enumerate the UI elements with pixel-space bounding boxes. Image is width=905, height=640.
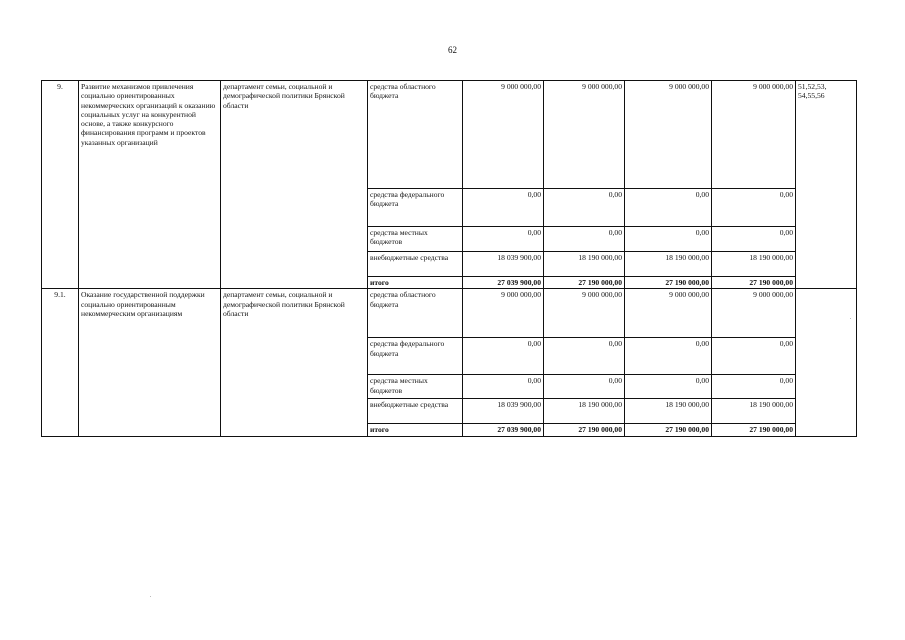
item-number: 9.	[42, 81, 79, 289]
amount-cell: 27 190 000,00	[544, 277, 625, 289]
amount-cell: 0,00	[712, 227, 796, 252]
amount-cell: 0,00	[625, 338, 712, 375]
funding-source: средства областного бюджета	[368, 289, 463, 338]
funding-source: средства федерального бюджета	[368, 338, 463, 375]
page-number: 62	[448, 45, 457, 55]
measure-name: Оказание государственной поддержки социально ориентированным некоммерческим организациям	[79, 289, 221, 436]
budget-table	[41, 80, 857, 437]
indicator-reference: 51,52,53, 54,55,56	[796, 81, 857, 289]
amount-cell: 9 000 000,00	[712, 289, 796, 338]
amount-cell: 0,00	[544, 375, 625, 399]
amount-cell: 9 000 000,00	[712, 81, 796, 189]
amount-cell: 0,00	[544, 189, 625, 227]
table-row	[42, 81, 857, 189]
amount-cell: 27 190 000,00	[625, 424, 712, 436]
indicator-reference	[796, 289, 857, 436]
funding-source: итого	[368, 424, 463, 436]
funding-source: итого	[368, 277, 463, 289]
amount-cell: 18 190 000,00	[712, 252, 796, 277]
amount-cell: 9 000 000,00	[544, 81, 625, 189]
funding-source: средства областного бюджета	[368, 81, 463, 189]
table-row	[42, 289, 857, 338]
amount-cell: 27 039 900,00	[463, 277, 544, 289]
amount-cell: 0,00	[463, 375, 544, 399]
amount-cell: 27 190 000,00	[712, 277, 796, 289]
amount-cell: 0,00	[625, 189, 712, 227]
amount-cell: 18 190 000,00	[625, 399, 712, 424]
amount-cell: 18 190 000,00	[544, 399, 625, 424]
executor: департамент семьи, социальной и демографической политики Брянской области	[221, 81, 368, 289]
amount-cell: 18 190 000,00	[625, 252, 712, 277]
amount-cell: 0,00	[625, 227, 712, 252]
amount-cell: 18 039 900,00	[463, 399, 544, 424]
amount-cell: 18 039 900,00	[463, 252, 544, 277]
amount-cell: 18 190 000,00	[712, 399, 796, 424]
funding-source: средства местных бюджетов	[368, 227, 463, 252]
amount-cell: 9 000 000,00	[625, 81, 712, 189]
amount-cell: 0,00	[463, 227, 544, 252]
amount-cell: 0,00	[544, 338, 625, 375]
funding-source: внебюджетные средства	[368, 252, 463, 277]
scan-speck	[850, 318, 851, 319]
amount-cell: 0,00	[544, 227, 625, 252]
funding-source: средства местных бюджетов	[368, 375, 463, 399]
measure-name: Развитие механизмов привлечения социально ориентированных некоммерческих организаций к оказанию социальных услуг на конкурентной основе, а также конкурсного финансирования программ и проектов указанных организаций	[79, 81, 221, 289]
amount-cell: 27 190 000,00	[544, 424, 625, 436]
amount-cell: 0,00	[625, 375, 712, 399]
amount-cell: 18 190 000,00	[544, 252, 625, 277]
amount-cell: 0,00	[463, 338, 544, 375]
funding-source: средства федерального бюджета	[368, 189, 463, 227]
amount-cell: 9 000 000,00	[463, 81, 544, 189]
item-number: 9.1.	[42, 289, 79, 436]
amount-cell: 27 039 900,00	[463, 424, 544, 436]
executor: департамент семьи, социальной и демографической политики Брянской области	[221, 289, 368, 436]
amount-cell: 27 190 000,00	[712, 424, 796, 436]
amount-cell: 9 000 000,00	[625, 289, 712, 338]
amount-cell: 0,00	[712, 189, 796, 227]
amount-cell: 0,00	[712, 375, 796, 399]
amount-cell: 9 000 000,00	[463, 289, 544, 338]
amount-cell: 9 000 000,00	[544, 289, 625, 338]
amount-cell: 0,00	[463, 189, 544, 227]
amount-cell: 27 190 000,00	[625, 277, 712, 289]
amount-cell: 0,00	[712, 338, 796, 375]
scan-speck	[150, 596, 151, 597]
funding-source: внебюджетные средства	[368, 399, 463, 424]
